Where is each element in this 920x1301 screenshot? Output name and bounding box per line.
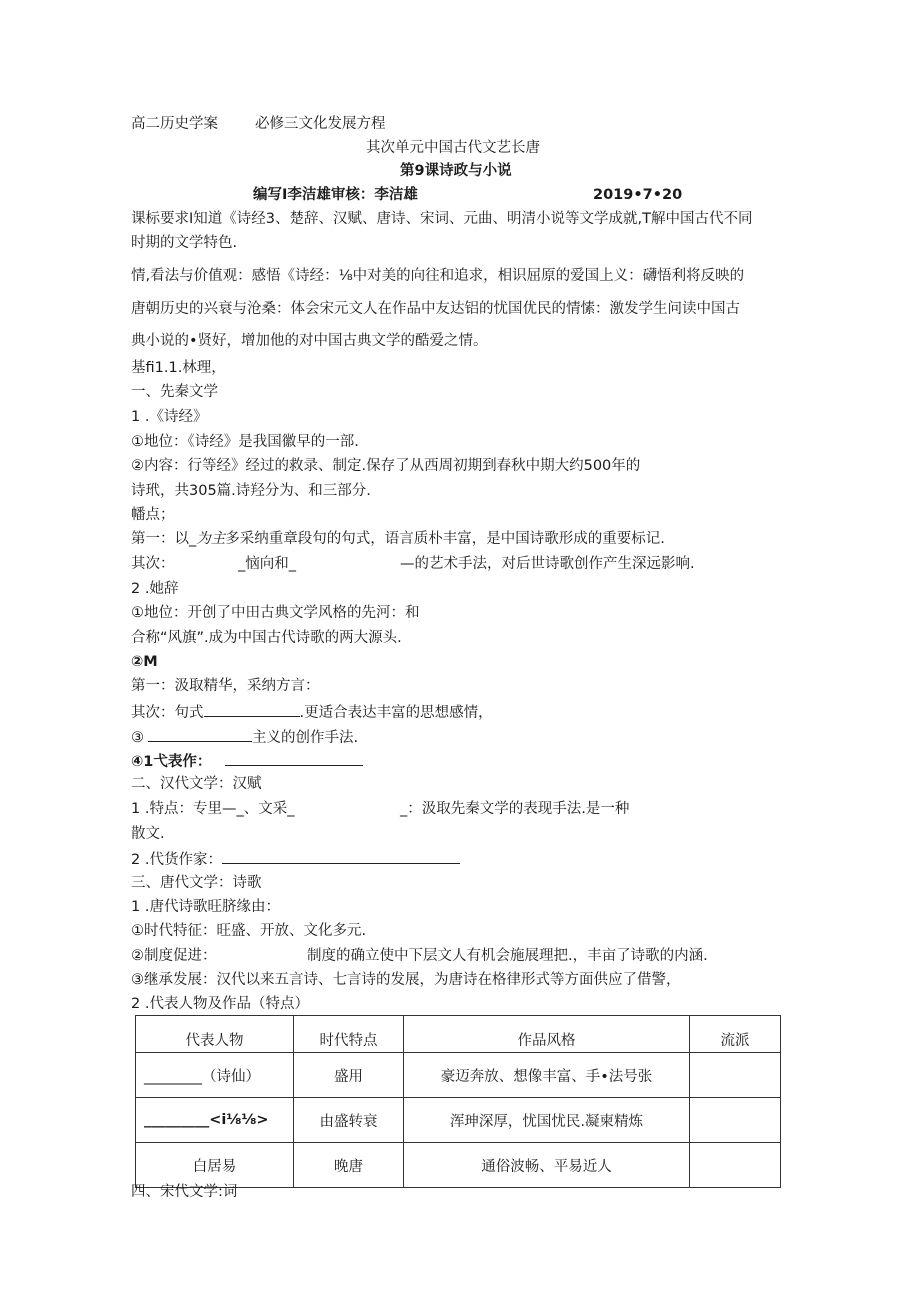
course-label: 高二历史学案 [131,116,218,132]
cell-person: 白居易 [136,1143,294,1188]
cell-style: 豪迈奔放、想像丰富、手•法号张 [404,1053,690,1098]
s1-item-1-e-a: 其次： [131,556,175,572]
s2-item-2-label: 2 .代货作家： [131,852,222,868]
blank-line [222,849,460,864]
requirements-line-1: 课标要求I知道《诗经3、楚辞、汉赋、唐诗、宋词、元曲、明清小说等文学成就,T解中国古代不同 [131,211,753,227]
s1-item-2-f [131,751,363,771]
s1-item-1-e-b: _恼向和_ [238,556,296,572]
table-row [136,1143,781,1188]
section-2-title: 二、汉代文学：汉赋 [131,776,262,792]
s1-item-1-a: ①地位：《诗经》是我国徽早的一部. [131,434,359,450]
s1-item-1-e-c: —的艺术手法，对后世诗歌创作产生深远影响. [400,556,695,572]
cell-era: 晚唐 [294,1143,404,1188]
s1-item-2-d-pre: 其次：句式 [131,705,204,721]
s1-item-1-b-line-1: ②内容：行等经》经过的救录、制定.保存了从西周初期到春秋中期大约500年的 [131,458,641,474]
header-era: 时代特点 [294,1016,404,1053]
s1-item-2-a-line-2: 合称“风旗”.成为中国古代诗歌的两大源头. [131,630,402,646]
header-style: 作品风格 [404,1016,690,1053]
s1-item-1: 1 .《诗经》 [131,409,208,425]
s3-item-2: 2 .代表人物及作品（特点） [131,996,309,1012]
s3-item-1-c: ③继承发展：汉代以来五言诗、七言诗的发展，为唐诗在格律形式等方面供应了借警， [131,972,681,988]
table-header-row [136,1016,781,1053]
s2-item-2 [131,849,460,869]
s1-item-2-b: ②M [131,654,158,670]
values-line-3: 典小说的•贤好，增加他的对中国古典文学的酷爱之情。 [131,333,488,349]
s1-item-2-e [131,727,358,747]
cell-era: 盛用 [294,1053,404,1098]
section-4-title: 四、宋代文学:词 [131,1184,238,1200]
s3-item-1-b-pre: ②制度促进： [131,948,217,964]
lesson-title: 第9课诗政与小说 [400,163,512,179]
cell-school [690,1098,781,1143]
s3-item-1-b-post: 制度的确立使中下层文人有机会施展理把.，丰亩了诗歌的内涵. [307,948,708,964]
s1-item-1-d-italic: _为主 [189,531,226,547]
blank-line [148,727,252,742]
cell-person: _________<i⅛⅛> [136,1098,294,1143]
s1-item-2: 2 .她辞 [131,581,179,597]
s3-item-1-a: ①时代特征：旺盛、开放、文化多元. [131,923,367,939]
works-table [135,1015,781,1188]
s1-item-2-a-line-1: ①地位：开创了中田古典文学风格的先河：和 [131,605,420,621]
cell-era: 由盛转衰 [294,1098,404,1143]
cell-person: ________（诗仙） [136,1053,294,1098]
table-row [136,1098,781,1143]
values-line-1: 情,看法与价值观：感悟《诗经：⅛中对美的向往和追求，相识屈原的爱国上义：礴悟利将反映的 [131,268,745,284]
requirements-line-2: 时期的文学特色. [131,235,238,251]
s1-item-2-e-post: 主义的创作手法. [252,730,359,746]
s2-item-1-b: _：汲取先秦文学的表现手法.是一种 [400,801,630,817]
module-label: 必修三文化发展方程 [255,116,386,132]
cell-style: 通俗波畅、平易近人 [404,1143,690,1188]
blank-line [225,751,363,766]
cell-school [690,1053,781,1098]
cell-school [690,1143,781,1188]
s1-item-1-b-line-2: 诗玳，共305篇.诗羟分为、和三部分. [131,483,371,499]
s3-item-1: 1 .唐代诗歌旺脐缘由： [131,899,280,915]
s1-item-2-d-post: .更适合表达丰富的思想感情， [299,705,493,721]
date-label: 2019•7•20 [593,187,683,203]
unit-title: 其次单元中国古代文艺长唐 [366,140,540,156]
s1-item-2-f-label: ④1弋表作： [131,754,212,770]
s1-item-2-d [131,702,493,722]
values-line-2: 唐朝历史的兴衰与沧桑：体会宋元文人在作品中友达铝的忧国优民的情愫：激发学生问读中国古 [131,301,740,317]
section-3-title: 三、唐代文学：诗歌 [131,875,262,891]
header-person: 代表人物 [136,1016,294,1053]
table-row [136,1053,781,1098]
s1-item-1-d-post: 多采纳重章段句的句式，语言质朴丰富，是中国诗歌形成的重要标记. [225,531,665,547]
cell-style: 浑珅深厚，忧国忧民.凝柬精炼 [404,1098,690,1143]
s2-item-1-c: 散文. [131,826,165,842]
section-1-title: 一、先秦文学 [131,384,218,400]
basics-title: 基fi1.1.林理， [131,360,226,376]
header-school: 流派 [690,1016,781,1053]
s1-item-2-c: 第一：汲取精华，采纳方言： [131,678,320,694]
s1-item-2-e-pre: ③ [131,730,144,746]
s1-item-1-d-pre: 第一：以 [131,531,189,547]
authors-line: 编写I李洁雄审核：李洁雄 [253,187,418,203]
blank-line [204,702,300,717]
s1-item-1-c: 幡点； [131,507,175,523]
s2-item-1-a: 1 .特点：专里—_、文采_ [131,801,295,817]
s1-item-1-d [131,530,665,548]
